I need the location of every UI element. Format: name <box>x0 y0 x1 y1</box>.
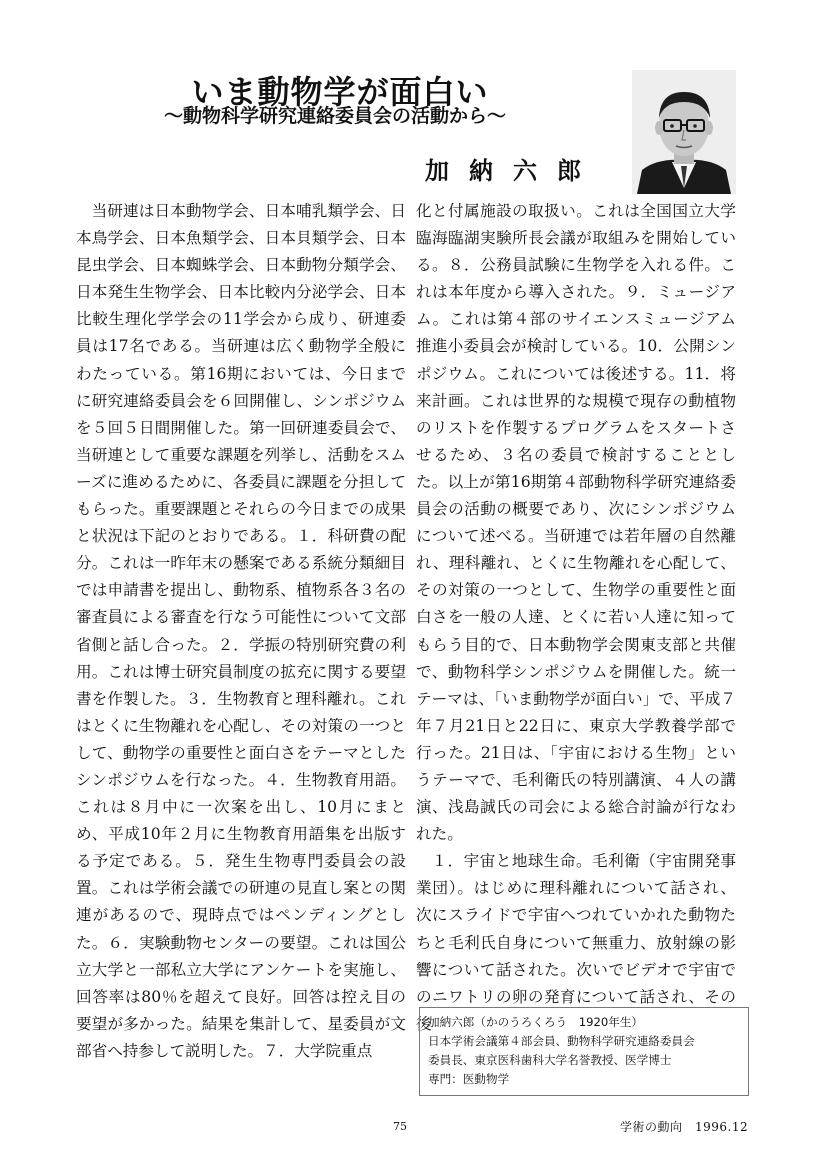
bio-line: 専門：医動物学 <box>428 1072 510 1086</box>
page-number: 75 <box>393 1120 407 1133</box>
bio-line: 日本学術会議第４部会員、動物科学研究連絡委員会 <box>428 1034 695 1048</box>
article-subtitle: 〜動物科学研究連絡委員会の活動から〜 <box>163 105 506 127</box>
bio-line: 加納六郎（かのうろくろう 1920年生） <box>428 1015 644 1029</box>
portrait-illustration <box>632 70 736 194</box>
bio-line: 委員長、東京医科歯科大学名誉教授、医学博士 <box>428 1053 672 1067</box>
author-portrait-photo <box>632 70 736 194</box>
author-bio-box <box>419 1007 749 1096</box>
body-column-left <box>76 198 406 1065</box>
body-paragraph: １．宇宙と地球生命。毛利衛（宇宙開発事業団）。はじめに理科離れについて話され、次にスライドで宇宙へつれていかれた動物たちと毛利氏自身について無重力、放射線の影響について話された。次いでビデオで宇宙でのニワトリの卵の発育について話され、その後 <box>416 852 736 1033</box>
article-title: いま動物学が面白い <box>191 73 489 111</box>
author-name: 加納六郎 <box>425 156 601 185</box>
journal-footer: 学術の動向 1996.12 <box>620 1120 749 1134</box>
body-paragraph: 当研連は日本動物学会、日本哺乳類学会、日本鳥学会、日本魚類学会、日本貝類学会、日本昆虫学会、日本蜘蛛学会、日本動物分類学会、日本発生生物学会、日本比較内分泌学会、日本比較生理化学学会の11学会から成り、研連委員は17名である。当研連は広く動物学全般にわたっている。第16期においては、今日までに研究連絡委員会を６回開催し、シンポジウムを５回５日間開催した。第一回研連委員会で、当研連として重要な課題を列挙し、活動をスムーズに進めるために、各委員に課題を分担してもらった。重要課題とそれらの今日までの成果と状況は下記のとおりである。１．科研費の配分。これは一昨年末の懸案である系統分類細目では申請書を提出し、動物系、植物系各３名の審査員による審査を行なう可能性について文部省側と話し合った。２．学振の特別研究費の利用。これは博士研究員制度の拡充に関する要望書を作製した。３．生物教育と理科離れ。これはとくに生物離れを心配し、その対策の一つとして、動物学の重要性と面白さをテーマとしたシンポジウムを行なった。４．生物教育用語。これは８月中に一次案を出し、10月にまとめ、平成10年２月に生物教育用語集を出版する予定である。５．発生生物専門委員会の設置。これは学術会議での研連の見直し案との関連があるので、現時点ではペンディングとした。６．実験動物センターの要望。これは国公立大学と一部私立大学にアンケートを実施し、回答率は80％を超えて良好。回答は控え目の要望が多かった。結果を集計して、星委員が文部省へ持参して説明した。７．大学院重点 <box>76 202 406 1060</box>
body-column-right <box>416 198 736 1038</box>
body-paragraph: 化と付属施設の取扱い。これは全国国立大学臨海臨湖実験所長会議が取組みを開始している。８．公務員試験に生物学を入れる件。これは本年度から導入された。９．ミュージアム。これは第４部のサイエンスミュージアム推進小委員会が検討している。10．公開シンポジウム。これについては後述する。11．将来計画。これは世界的な規模で現存の動植物のリストを作製するプログラムをスタートさせるため、３名の委員で検討することとした。以上が第16期第４部動物科学研究連絡委員会の活動の概要であり、次にシンポジウムについて述べる。当研連では若年層の自然離れ、理科離れ、とくに生物離れを心配して、その対策の一つとして、生物学の重要性と面白さを一般の人達、とくに若い人達に知ってもらう目的で、日本動物学会関東支部と共催で、動物科学シンポジウムを開催した。統一テーマは、「いま動物学が面白い」で、平成７年７月21日と22日に、東京大学教養学部で行った。21日は、「宇宙における生物」というテーマで、毛利衛氏の特別講演、４人の講演、浅島誠氏の司会による総合討論が行なわれた。 <box>416 202 736 844</box>
